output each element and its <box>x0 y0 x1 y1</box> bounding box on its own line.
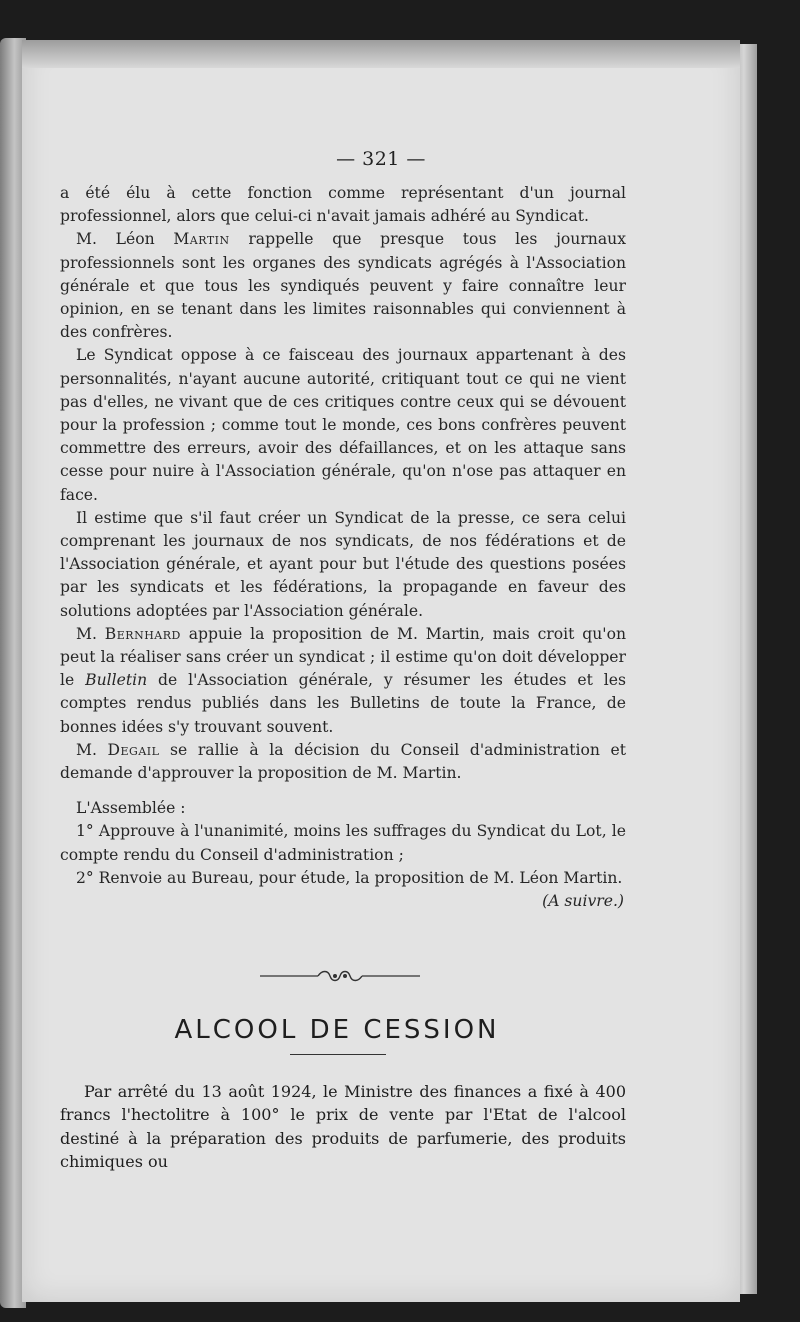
paragraph-continued: a été élu à cette fonction comme représentant d'un journal professionnel, alors que celui-ci n'avait jamais adhéré au Syndicat. <box>60 184 626 226</box>
bulletin-italic: Bulletin <box>85 671 148 690</box>
book-page <box>22 40 740 1302</box>
page-number: — 321 — <box>336 148 426 170</box>
paragraph-text: rappelle que presque tous les journaux professionnels sont les organes des syndicats agrégés à l'Association générale et que tous les syndiqués peuvent y faire connaître leur opinion, en se tenant dans les limites raisonnables qui conviennent à des confrères. <box>60 230 626 342</box>
paragraph-syndicat: Le Syndicat oppose à ce faisceau des journaux appartenant à des personnalités, n'ayant aucune autorité, critiquant tout ce qui ne vient pas d'elles, ne vivant que de ces critiques contre ceux qui se dévouent pour la profession ; comme tout le monde, ces bons confrères peuvent commettre des erreurs, avoir des défaillances, et on les attaque sans cesse pour nuire à l'Association générale, qu'on n'ose pas attaquer en face. <box>60 346 626 504</box>
speaker-title: M. Léon <box>76 230 174 249</box>
resolution-item-2: 2° Renvoie au Bureau, pour étude, la proposition de M. Léon Martin. <box>76 868 623 887</box>
resolution-item-1: 1° Approuve à l'unanimité, moins les suffrages du Syndicat du Lot, le compte rendu du Conseil d'administration ; <box>60 822 626 864</box>
section-paragraph: Par arrêté du 13 août 1924, le Ministre des finances a fixé à 400 francs l'hectolitre à 100° le prix de vente par l'Etat de l'alcool destiné à la préparation des produits de parfumerie, des produits chimiques ou <box>60 1082 626 1172</box>
paragraph-estime: Il estime que s'il faut créer un Syndicat de la presse, ce sera celui comprenant les journaux de nos syndicats, de nos fédérations et de l'Association générale, et ayant pour but l'étude des questions posées par les syndicats et les fédérations, la propagande en faveur des solutions adoptées par l'Association générale. <box>60 508 626 620</box>
section-text <box>60 1080 626 1174</box>
assembly-heading: L'Assemblée : <box>76 799 186 818</box>
speaker-name-martin: Martin <box>173 230 230 249</box>
ornament-divider-icon <box>260 968 420 984</box>
title-underline <box>290 1054 386 1055</box>
paragraph-text: de l'Association générale, y résumer les études et les comptes rendus publiés dans les Bulletins de toute la France, de bonnes idées s'y trouvant souvent. <box>60 671 626 736</box>
speaker-title: M. <box>76 624 105 643</box>
paragraph-bernhard <box>60 623 626 739</box>
paragraph-degail <box>60 739 626 785</box>
speaker-name-bernhard: Bernhard <box>104 624 181 643</box>
page-top-shadow <box>22 40 740 68</box>
speaker-title: M. <box>76 740 108 759</box>
paragraph-text: se rallie à la décision du Conseil d'administration et demande d'approuver la proposition de M. Martin. <box>60 740 626 783</box>
to-be-continued: (A suivre.) <box>542 892 624 911</box>
paragraph-martin <box>60 228 626 344</box>
minutes-text <box>60 182 626 913</box>
section-title: ALCOOL DE CESSION <box>174 1015 500 1045</box>
paragraph-text: appuie la proposition de M. Martin, mais croit qu'on peut la réaliser sans créer un syndicat ; il estime qu'on doit développer le <box>60 624 626 690</box>
speaker-name-degail: Degail <box>107 740 160 759</box>
